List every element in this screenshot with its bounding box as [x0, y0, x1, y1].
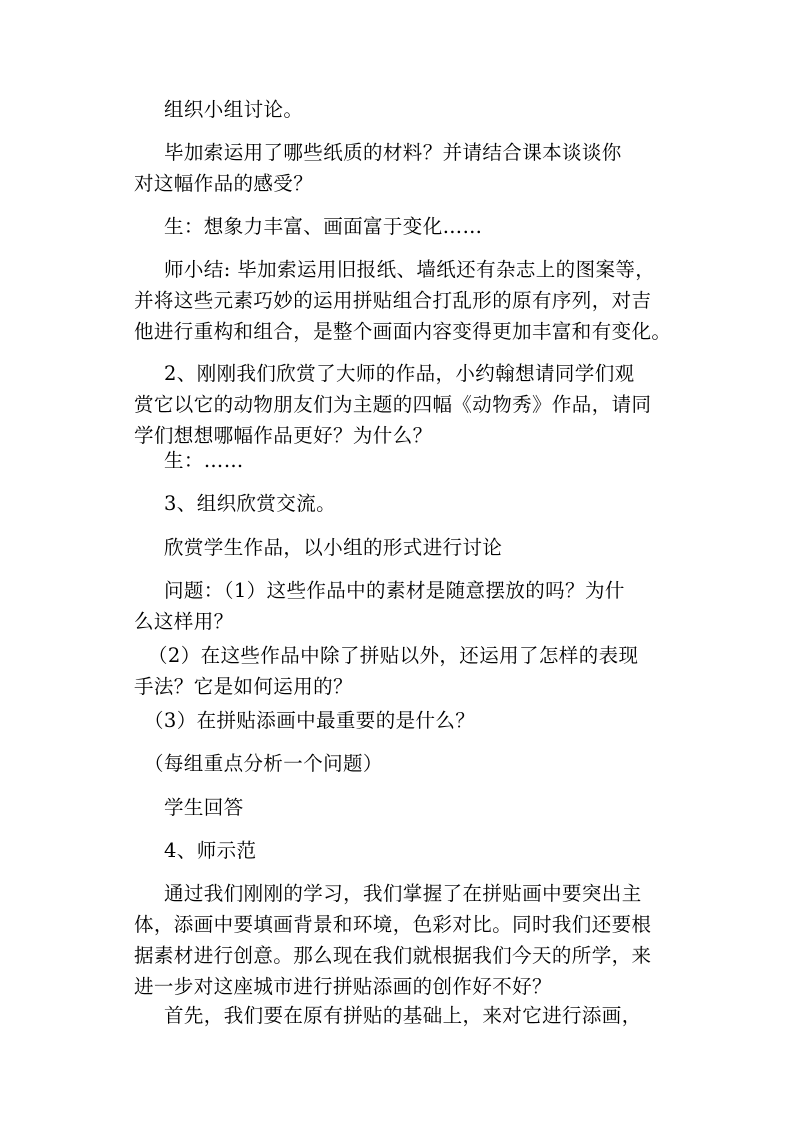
paragraph-group-discussion	[134, 94, 664, 125]
text-line: 并将这些元素巧妙的运用拼贴组合打乱形的原有序列，对吉	[134, 289, 652, 312]
paragraph-group-note	[144, 748, 664, 779]
text-line: 进一步对这座城市进行拼贴添画的创作好不好？	[134, 975, 552, 998]
paragraph-question-2	[134, 640, 668, 702]
text-line: 通过我们刚刚的学习，我们掌握了在拼贴画中要突出主	[164, 882, 642, 905]
text-line: 4、师示范	[164, 839, 257, 862]
text-line: 学生回答	[164, 796, 244, 819]
text-line: 首先，我们要在原有拼贴的基础上，来对它进行添画，	[164, 1004, 642, 1027]
text-line: 毕加索运用了哪些纸质的材料？并请结合课本谈谈你	[164, 141, 622, 164]
paragraph-step-4	[134, 835, 664, 866]
paragraph-question-3	[144, 705, 664, 736]
paragraph-question-1	[134, 575, 664, 637]
text-line: 3、组织欣赏交流。	[164, 492, 337, 515]
paragraph-learning-summary	[134, 878, 664, 1002]
text-line: （每组重点分析一个问题）	[144, 752, 383, 775]
text-line: 2、刚刚我们欣赏了大师的作品，小约翰想请同学们观	[164, 362, 635, 385]
text-line: 师小结: 毕加索运用旧报纸、墙纸还有杂志上的图案等，	[164, 258, 656, 281]
paragraph-student-response	[134, 792, 664, 823]
text-line: 生：想象力丰富、画面富于变化……	[164, 215, 483, 238]
paragraph-appreciate-works	[134, 532, 664, 563]
text-line: 他进行重构和组合，是整个画面内容变得更加丰富和有变化。	[134, 320, 672, 343]
text-line: 学们想想哪幅作品更好？为什么？	[134, 424, 433, 447]
text-line: 生：……	[164, 449, 244, 472]
text-line: 问题：（1）这些作品中的素材是随意摆放的吗？为什	[164, 579, 625, 602]
paragraph-step-2	[134, 358, 664, 451]
text-line: 欣赏学生作品，以小组的形式进行讨论	[164, 536, 503, 559]
text-line: （2）在这些作品中除了拼贴以外，还运用了怎样的表现	[148, 644, 639, 667]
text-line: 赏它以它的动物朋友们为主题的四幅《动物秀》作品，请同	[134, 393, 652, 416]
paragraph-student-answer-1	[134, 211, 664, 242]
paragraph-first-step	[134, 1000, 664, 1031]
paragraph-step-3	[134, 488, 664, 519]
text-line: 组织小组讨论。	[164, 98, 304, 121]
text-line: 么这样用？	[134, 610, 234, 633]
paragraph-picasso-question	[134, 137, 664, 199]
text-line: 手法？它是如何运用的？	[134, 675, 353, 698]
paragraph-teacher-summary	[134, 254, 672, 347]
paragraph-student-answer-2	[134, 445, 664, 476]
text-line: 体，添画中要填画背景和环境，色彩对比。同时我们还要根	[134, 913, 652, 936]
text-line: 据素材进行创意。那么现在我们就根据我们今天的所学，来	[134, 944, 652, 967]
text-line: （3）在拼贴添画中最重要的是什么？	[144, 709, 476, 732]
text-line: 对这幅作品的感受？	[134, 172, 314, 195]
